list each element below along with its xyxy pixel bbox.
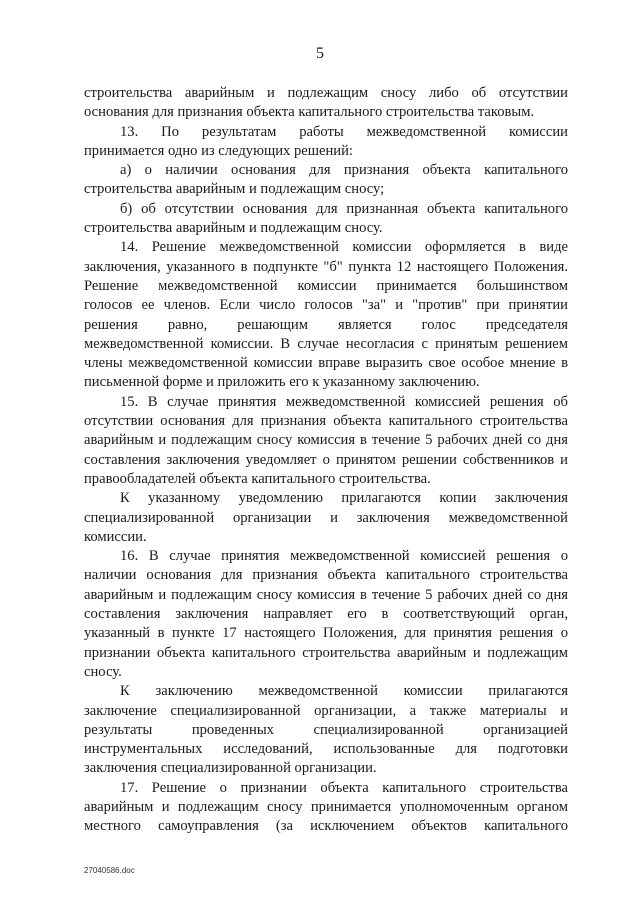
text-line: аварийным и подлежащим сносу принимается уполномоченным органом bbox=[84, 798, 568, 815]
text-line: 14. Решение межведомственной комиссии оформляется в виде bbox=[120, 239, 568, 256]
text-line: основания для признания объекта капитального строительства таковым. bbox=[84, 104, 535, 121]
text-line: инструментальных исследований, использованные для подготовки bbox=[84, 741, 568, 758]
text-line: отсутствии основания для признания объекта капитального строительства bbox=[84, 413, 568, 430]
text-line: специализированной организации и заключения межведомственной bbox=[84, 509, 568, 526]
text-line: местного самоуправления (за исключением объектов капитального bbox=[84, 818, 568, 835]
text-line: решения равно, решающим является голос председателя bbox=[84, 316, 568, 333]
text-line: члены межведомственной комиссии вправе выразить свое особое мнение в bbox=[84, 355, 568, 372]
text-line: 15. В случае принятия межведомственной комиссией решения об bbox=[120, 393, 568, 410]
text-line: 13. По результатам работы межведомственной комиссии bbox=[120, 123, 568, 140]
text-line: составления заключения направляет его в соответствующий орган, bbox=[84, 606, 568, 623]
text-line: б) об отсутствии основания для признанная объекта капитального bbox=[120, 200, 568, 217]
text-line: указанный в пункте 17 настоящего Положения, для принятия решения о bbox=[84, 625, 568, 642]
text-line: К заключению межведомственной комиссии прилагаются bbox=[120, 683, 568, 700]
text-line: голосов ее членов. Если число голосов "за" и "против" при принятии bbox=[84, 297, 568, 314]
text-line: К указанному уведомлению прилагаются копии заключения bbox=[120, 490, 568, 507]
text-line: заключения, указанного в подпункте "б" пункта 12 настоящего Положения. bbox=[84, 258, 568, 275]
text-line: заключение специализированной организации, а также материалы и bbox=[84, 702, 568, 719]
text-line: комиссии. bbox=[84, 528, 147, 545]
text-line: сносу. bbox=[84, 663, 122, 680]
footer-filename: 27040586.doc bbox=[84, 866, 135, 875]
document-body bbox=[84, 84, 568, 837]
text-line: признании объекта капитального строительства аварийным и подлежащим bbox=[84, 644, 568, 661]
text-line: строительства аварийным и подлежащим сносу либо об отсутствии bbox=[84, 85, 568, 101]
text-line: межведомственной комиссии. В случае несогласия с принятым решением bbox=[84, 335, 568, 352]
text-line: строительства аварийным и подлежащим сносу; bbox=[84, 181, 385, 198]
text-line: строительства аварийным и подлежащим сносу. bbox=[84, 220, 383, 237]
text-line: составления заключения уведомляет о принятом решении собственников и bbox=[84, 451, 568, 468]
text-line: аварийным и подлежащим сносу комиссия в течение 5 рабочих дней со дня bbox=[84, 432, 568, 449]
text-line: результаты проведенных специализированной организацией bbox=[84, 721, 568, 738]
text-line: правообладателей объекта капитального строительства. bbox=[84, 470, 431, 487]
text-line: наличии основания для признания объекта капитального строительства bbox=[84, 567, 568, 584]
text-line: 17. Решение о признании объекта капитального строительства bbox=[120, 779, 568, 796]
text-line: заключения специализированной организации. bbox=[84, 760, 377, 777]
text-line: а) о наличии основания для признания объекта капитального bbox=[120, 162, 568, 179]
text-line: принимается одно из следующих решений: bbox=[84, 142, 353, 159]
text-line: 16. В случае принятия межведомственной комиссией решения о bbox=[120, 548, 568, 565]
text-line: письменной форме и приложить его к указанному заключению. bbox=[84, 374, 480, 391]
page-number: 5 bbox=[316, 45, 324, 62]
text-line: Решение межведомственной комиссии принимается большинством bbox=[84, 277, 568, 294]
text-line: аварийным и подлежащим сносу комиссия в течение 5 рабочих дней со дня bbox=[84, 586, 568, 603]
